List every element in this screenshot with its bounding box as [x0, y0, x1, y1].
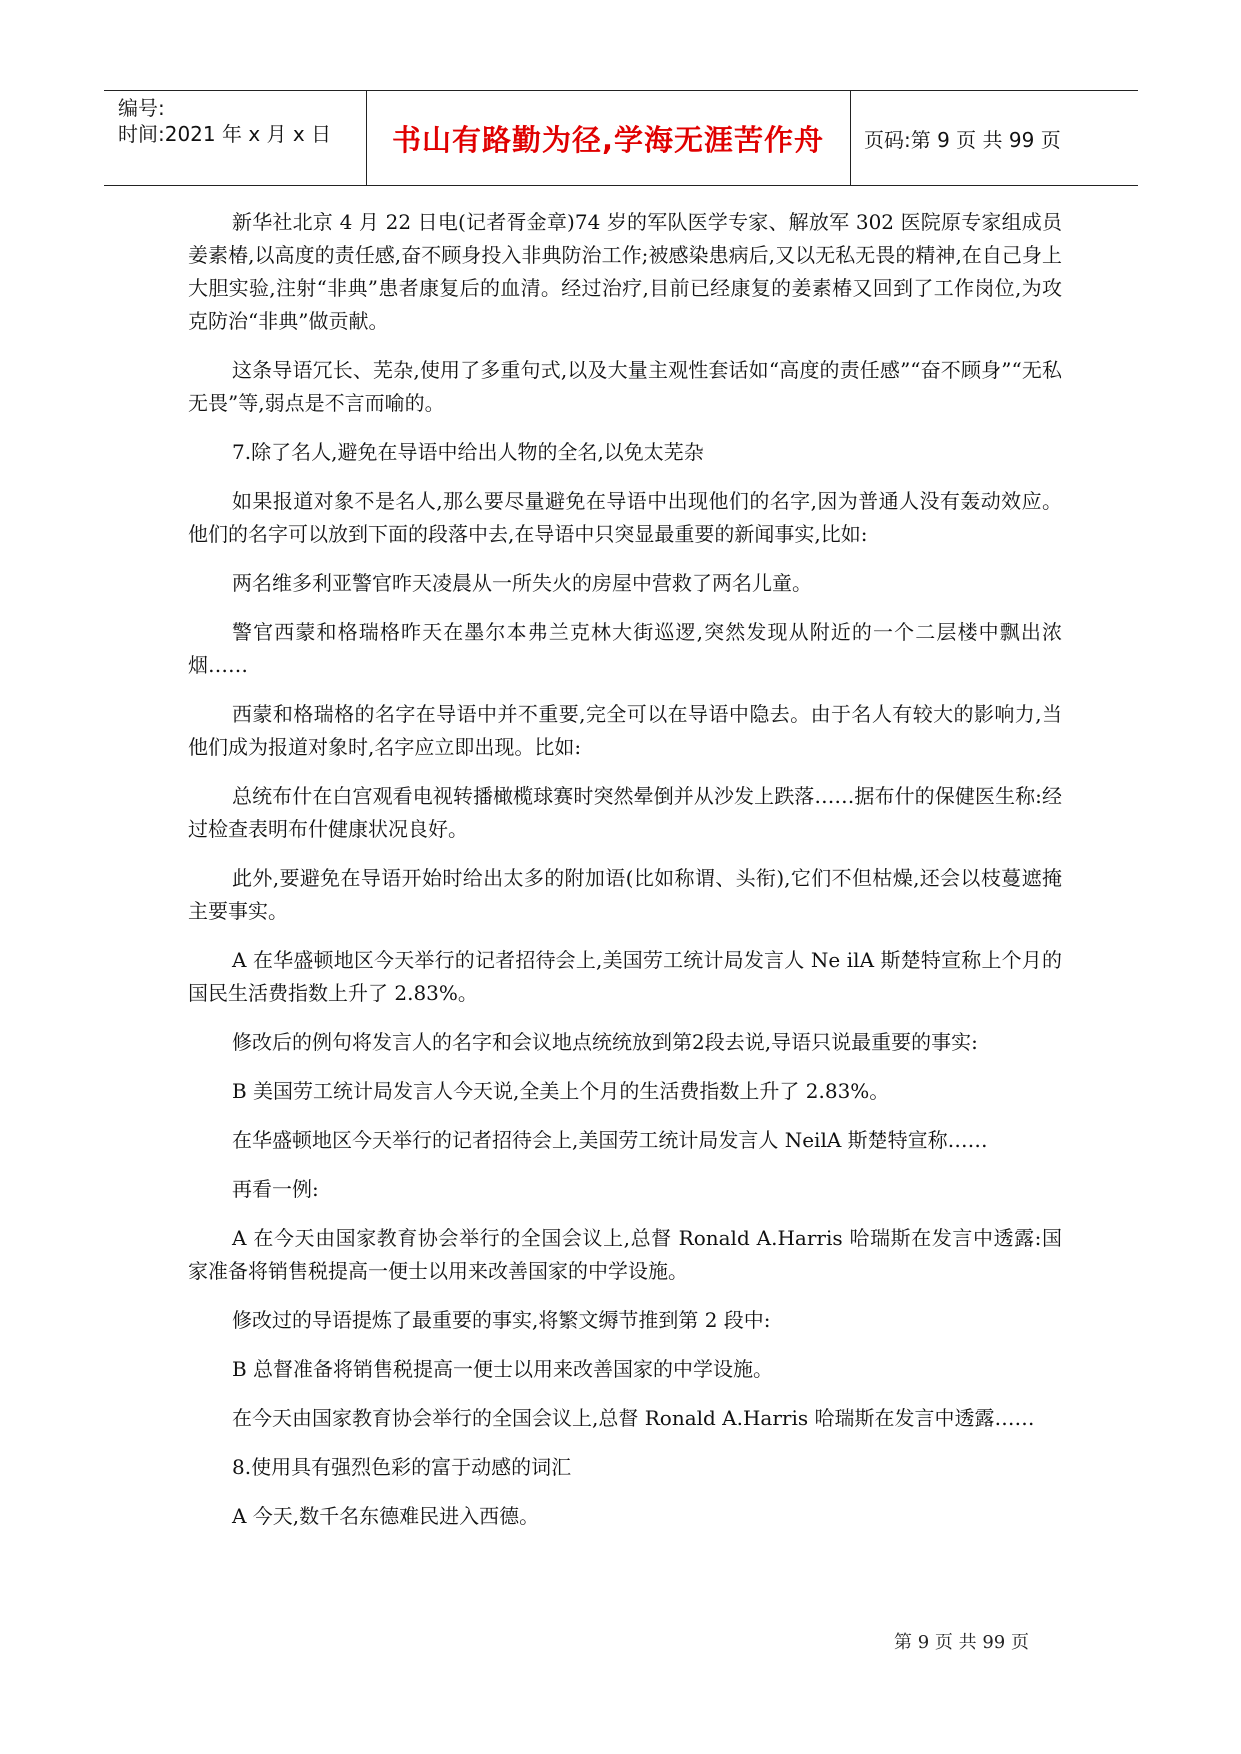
paragraph: A 在华盛顿地区今天举行的记者招待会上,美国劳工统计局发言人 Ne ilA 斯楚特宣称上个月的国民生活费指数上升了 2.83%。: [188, 948, 1062, 1005]
section-heading: 8.使用具有强烈色彩的富于动感的词汇: [232, 1455, 572, 1479]
paragraph: A 在今天由国家教育协会举行的全国会议上,总督 Ronald A.Harris 哈瑞斯在发言中透露:国家准备将销售税提高一便士以用来改善国家的中学设施。: [188, 1226, 1062, 1283]
page-footer: 第 9 页 共 99 页: [894, 1632, 1029, 1653]
paragraph: 两名维多利亚警官昨天凌晨从一所失火的房屋中营救了两名儿童。: [232, 571, 812, 595]
section-heading: 7.除了名人,避免在导语中给出人物的全名,以免太芜杂: [232, 440, 704, 464]
header-page-info: 页码:第 9 页 共 99 页: [864, 127, 1061, 152]
paragraph: 修改后的例句将发言人的名字和会议地点统统放到第2段去说,导语只说最重要的事实:: [232, 1030, 978, 1054]
time-label: 时间:2021 年 x 月 x 日: [118, 122, 332, 146]
paragraph: A 今天,数千名东德难民进入西德。: [232, 1504, 540, 1528]
paragraph: 西蒙和格瑞格的名字在导语中并不重要,完全可以在导语中隐去。由于名人有较大的影响力,当他们成为报道对象时,名字应立即出现。比如:: [188, 702, 1062, 759]
header-meta-cell: [104, 91, 367, 185]
paragraph: 警官西蒙和格瑞格昨天在墨尔本弗兰克林大街巡逻,突然发现从附近的一个二层楼中飘出浓烟……: [188, 620, 1062, 677]
paragraph: 再看一例:: [232, 1177, 319, 1201]
paragraph: 这条导语冗长、芜杂,使用了多重句式,以及大量主观性套话如“高度的责任感”“奋不顾身”“无私无畏”等,弱点是不言而喻的。: [188, 358, 1062, 415]
paragraph: B 总督准备将销售税提高一便士以用来改善国家的中学设施。: [232, 1357, 774, 1381]
paragraph: 修改过的导语提炼了最重要的事实,将繁文缛节推到第 2 段中:: [232, 1308, 771, 1332]
paragraph: B 美国劳工统计局发言人今天说,全美上个月的生活费指数上升了 2.83%。: [232, 1079, 890, 1103]
number-label: 编号:: [118, 96, 165, 120]
paragraph: 如果报道对象不是名人,那么要尽量避免在导语中出现他们的名字,因为普通人没有轰动效应。他们的名字可以放到下面的段落中去,在导语中只突显最重要的新闻事实,比如:: [188, 489, 1062, 546]
document-header: [104, 90, 1138, 186]
paragraph: 此外,要避免在导语开始时给出太多的附加语(比如称谓、头衔),它们不但枯燥,还会以枝蔓遮掩主要事实。: [188, 866, 1062, 923]
header-motto: 书山有路勤为径,学海无涯苦作舟: [366, 91, 851, 185]
paragraph: 新华社北京 4 月 22 日电(记者胥金章)74 岁的军队医学专家、解放军 302 医院原专家组成员姜素椿,以高度的责任感,奋不顾身投入非典防治工作;被感染患病后,又以无私无畏的精神,在自己身上大胆实验,注射“非典”患者康复后的血清。经过治疗,目前已经康复的姜素椿又回到了工作岗位,为攻克防治“非典”做贡献。: [188, 210, 1062, 333]
paragraph: 在今天由国家教育协会举行的全国会议上,总督 Ronald A.Harris 哈瑞斯在发言中透露……: [232, 1406, 1035, 1430]
paragraph: 在华盛顿地区今天举行的记者招待会上,美国劳工统计局发言人 NeilA 斯楚特宣称……: [232, 1128, 988, 1152]
paragraph: 总统布什在白宫观看电视转播橄榄球赛时突然晕倒并从沙发上跌落……据布什的保健医生称:经过检查表明布什健康状况良好。: [188, 784, 1062, 841]
document-body: [188, 206, 1062, 1549]
